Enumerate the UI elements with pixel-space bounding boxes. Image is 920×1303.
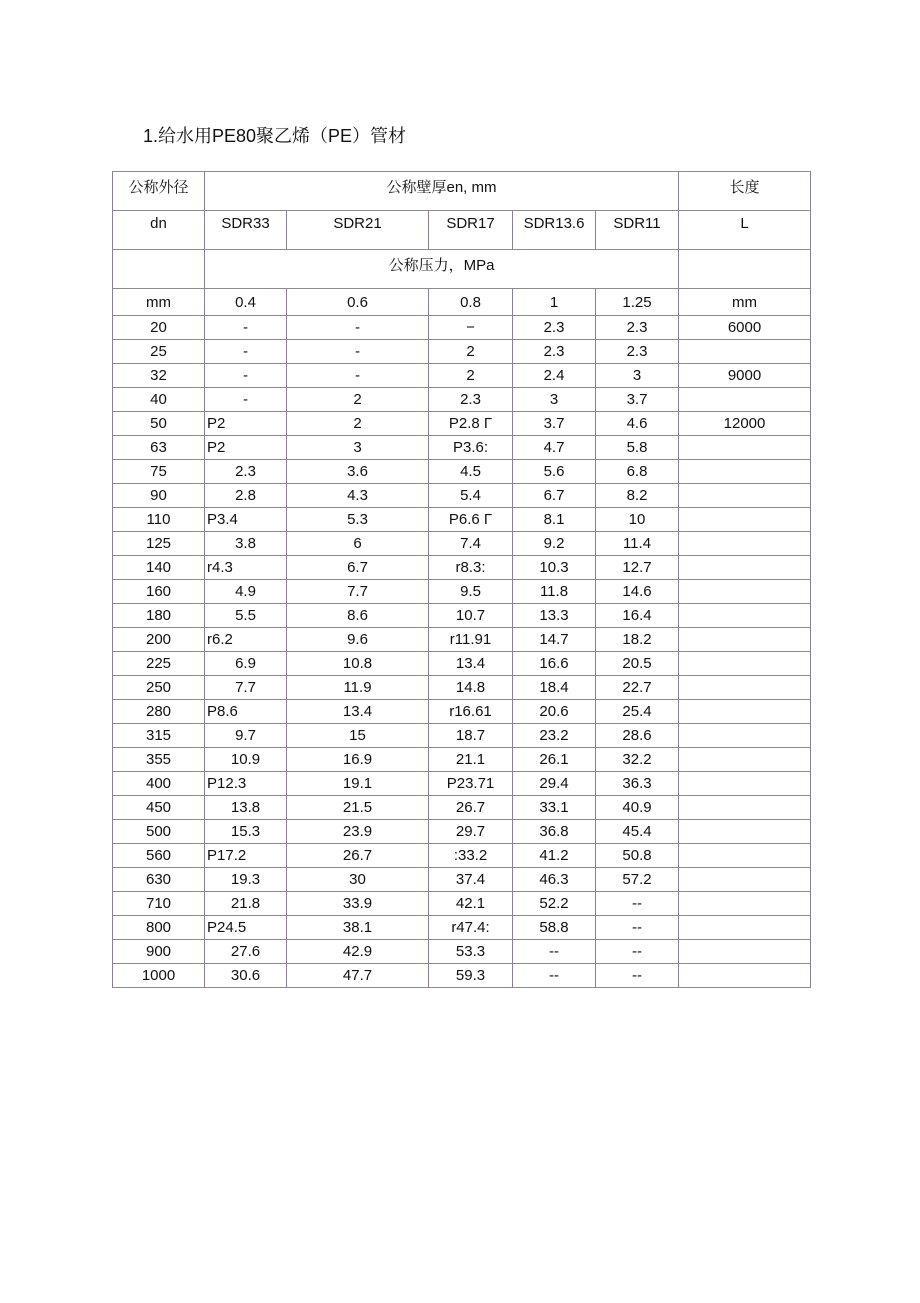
sdr-header: SDR33 — [205, 211, 287, 250]
length-cell — [679, 868, 811, 892]
sdr33-cell: P17.2 — [205, 844, 287, 868]
header-row-3 — [113, 250, 811, 289]
sdr21-cell: 2 — [287, 388, 429, 412]
sdr17-cell: 59.3 — [429, 964, 513, 988]
sdr11-cell: -- — [596, 940, 679, 964]
header-row-2 — [113, 211, 811, 250]
sdr13-6-cell: 18.4 — [513, 676, 596, 700]
dn-cell: 180 — [113, 604, 205, 628]
length-cell — [679, 676, 811, 700]
empty-cell — [113, 250, 205, 289]
sdr33-cell: 2.8 — [205, 484, 287, 508]
sdr21-cell: - — [287, 340, 429, 364]
sdr33-cell: 21.8 — [205, 892, 287, 916]
length-cell: 9000 — [679, 364, 811, 388]
header-row-1 — [113, 172, 811, 211]
table-row — [113, 964, 811, 988]
table-row — [113, 604, 811, 628]
sdr13-6-cell: 41.2 — [513, 844, 596, 868]
table-row — [113, 700, 811, 724]
sdr13-6-cell: 10.3 — [513, 556, 596, 580]
sdr11-cell: 22.7 — [596, 676, 679, 700]
sdr13-6-cell: 23.2 — [513, 724, 596, 748]
sdr21-cell: 10.8 — [287, 652, 429, 676]
sdr13-6-cell: 11.8 — [513, 580, 596, 604]
dn-cell: 225 — [113, 652, 205, 676]
sdr11-cell: 28.6 — [596, 724, 679, 748]
sdr17-cell: 4.5 — [429, 460, 513, 484]
table-row — [113, 676, 811, 700]
sdr21-cell: 6 — [287, 532, 429, 556]
sdr13-6-cell: 36.8 — [513, 820, 596, 844]
sdr17-cell: r47.4: — [429, 916, 513, 940]
unit-row — [113, 289, 811, 316]
sdr21-cell: 33.9 — [287, 892, 429, 916]
sdr33-cell: 4.9 — [205, 580, 287, 604]
pressure-value: 1.25 — [596, 289, 679, 316]
table-row — [113, 436, 811, 460]
sdr21-cell: - — [287, 364, 429, 388]
dn-cell: 110 — [113, 508, 205, 532]
sdr17-cell: P3.6: — [429, 436, 513, 460]
sdr17-cell: r8.3: — [429, 556, 513, 580]
pressure-value: 0.8 — [429, 289, 513, 316]
sdr17-cell: 53.3 — [429, 940, 513, 964]
sdr13-6-cell: -- — [513, 964, 596, 988]
length-unit: mm — [679, 289, 811, 316]
dn-cell: 90 — [113, 484, 205, 508]
sdr-header: SDR11 — [596, 211, 679, 250]
table-row — [113, 628, 811, 652]
table-row — [113, 484, 811, 508]
sdr17-cell: 5.4 — [429, 484, 513, 508]
length-cell — [679, 724, 811, 748]
sdr-header: SDR17 — [429, 211, 513, 250]
sdr13-6-cell: 13.3 — [513, 604, 596, 628]
table-row — [113, 652, 811, 676]
dn-cell: 560 — [113, 844, 205, 868]
sdr33-cell: - — [205, 316, 287, 340]
sdr21-cell: 7.7 — [287, 580, 429, 604]
sdr21-cell: 8.6 — [287, 604, 429, 628]
dn-cell: 125 — [113, 532, 205, 556]
table-row — [113, 340, 811, 364]
table-row — [113, 892, 811, 916]
sdr21-cell: 26.7 — [287, 844, 429, 868]
sdr33-cell: 13.8 — [205, 796, 287, 820]
sdr33-cell: 30.6 — [205, 964, 287, 988]
sdr17-cell: 26.7 — [429, 796, 513, 820]
sdr33-cell: - — [205, 364, 287, 388]
sdr11-cell: 25.4 — [596, 700, 679, 724]
sdr17-cell: r16.61 — [429, 700, 513, 724]
sdr33-cell: 3.8 — [205, 532, 287, 556]
sdr13-6-cell: 5.6 — [513, 460, 596, 484]
sdr17-cell: 13.4 — [429, 652, 513, 676]
sdr33-cell: 9.7 — [205, 724, 287, 748]
empty-cell — [679, 250, 811, 289]
length-cell — [679, 964, 811, 988]
dn-header: dn — [113, 211, 205, 250]
sdr33-cell: P2 — [205, 436, 287, 460]
length-cell: 12000 — [679, 412, 811, 436]
sdr33-cell: P12.3 — [205, 772, 287, 796]
length-cell — [679, 796, 811, 820]
sdr13-6-cell: 52.2 — [513, 892, 596, 916]
sdr21-cell: 3.6 — [287, 460, 429, 484]
table-row — [113, 364, 811, 388]
dn-cell: 800 — [113, 916, 205, 940]
dn-cell: 160 — [113, 580, 205, 604]
dn-cell: 1000 — [113, 964, 205, 988]
sdr13-6-cell: 2.3 — [513, 340, 596, 364]
length-cell — [679, 580, 811, 604]
dn-cell: 355 — [113, 748, 205, 772]
sdr13-6-cell: 20.6 — [513, 700, 596, 724]
sdr17-cell: 37.4 — [429, 868, 513, 892]
sdr33-cell: 19.3 — [205, 868, 287, 892]
table-row — [113, 748, 811, 772]
sdr33-cell: 5.5 — [205, 604, 287, 628]
sdr17-cell: 18.7 — [429, 724, 513, 748]
outer-diameter-header: 公称外径 — [113, 172, 205, 211]
length-cell — [679, 628, 811, 652]
sdr17-cell: 14.8 — [429, 676, 513, 700]
sdr17-cell: 9.5 — [429, 580, 513, 604]
dn-cell: 200 — [113, 628, 205, 652]
dn-cell: 32 — [113, 364, 205, 388]
sdr11-cell: 6.8 — [596, 460, 679, 484]
sdr21-cell: 5.3 — [287, 508, 429, 532]
wall-thickness-header: 公称壁厚en, mm — [205, 172, 679, 211]
sdr11-cell: 4.6 — [596, 412, 679, 436]
sdr11-cell: 16.4 — [596, 604, 679, 628]
sdr13-6-cell: 14.7 — [513, 628, 596, 652]
length-cell — [679, 508, 811, 532]
dn-cell: 900 — [113, 940, 205, 964]
table-row — [113, 940, 811, 964]
length-cell — [679, 460, 811, 484]
sdr-header: SDR13.6 — [513, 211, 596, 250]
length-cell — [679, 892, 811, 916]
length-cell — [679, 532, 811, 556]
sdr21-cell: 19.1 — [287, 772, 429, 796]
sdr13-6-cell: 16.6 — [513, 652, 596, 676]
sdr21-cell: 42.9 — [287, 940, 429, 964]
length-header: 长度 — [679, 172, 811, 211]
sdr33-cell: 7.7 — [205, 676, 287, 700]
sdr11-cell: 36.3 — [596, 772, 679, 796]
dn-cell: 710 — [113, 892, 205, 916]
sdr33-cell: r4.3 — [205, 556, 287, 580]
sdr33-cell: 2.3 — [205, 460, 287, 484]
sdr11-cell: 14.6 — [596, 580, 679, 604]
length-cell — [679, 772, 811, 796]
sdr11-cell: 45.4 — [596, 820, 679, 844]
sdr33-cell: 6.9 — [205, 652, 287, 676]
sdr21-cell: - — [287, 316, 429, 340]
sdr17-cell: 2 — [429, 364, 513, 388]
sdr11-cell: 2.3 — [596, 316, 679, 340]
sdr-header: SDR21 — [287, 211, 429, 250]
sdr13-6-cell: 4.7 — [513, 436, 596, 460]
table-row — [113, 580, 811, 604]
sdr13-6-cell: -- — [513, 940, 596, 964]
unit-mm: mm — [113, 289, 205, 316]
sdr21-cell: 2 — [287, 412, 429, 436]
sdr13-6-cell: 3 — [513, 388, 596, 412]
pressure-header: 公称压力，MPa — [205, 250, 679, 289]
sdr21-cell: 30 — [287, 868, 429, 892]
length-cell — [679, 604, 811, 628]
sdr13-6-cell: 8.1 — [513, 508, 596, 532]
sdr11-cell: 3.7 — [596, 388, 679, 412]
sdr17-cell: 21.1 — [429, 748, 513, 772]
length-symbol-header: L — [679, 211, 811, 250]
sdr33-cell: r6.2 — [205, 628, 287, 652]
table-row — [113, 844, 811, 868]
dn-cell: 40 — [113, 388, 205, 412]
sdr11-cell: 10 — [596, 508, 679, 532]
table-row — [113, 868, 811, 892]
length-cell — [679, 844, 811, 868]
sdr11-cell: 32.2 — [596, 748, 679, 772]
sdr21-cell: 15 — [287, 724, 429, 748]
sdr21-cell: 21.5 — [287, 796, 429, 820]
table-row — [113, 508, 811, 532]
sdr13-6-cell: 2.4 — [513, 364, 596, 388]
sdr21-cell: 13.4 — [287, 700, 429, 724]
sdr21-cell: 6.7 — [287, 556, 429, 580]
sdr11-cell: 12.7 — [596, 556, 679, 580]
sdr13-6-cell: 46.3 — [513, 868, 596, 892]
sdr13-6-cell: 33.1 — [513, 796, 596, 820]
length-cell — [679, 436, 811, 460]
sdr21-cell: 16.9 — [287, 748, 429, 772]
sdr33-cell: P2 — [205, 412, 287, 436]
sdr17-cell: 29.7 — [429, 820, 513, 844]
sdr11-cell: 11.4 — [596, 532, 679, 556]
sdr21-cell: 9.6 — [287, 628, 429, 652]
length-cell — [679, 916, 811, 940]
sdr21-cell: 47.7 — [287, 964, 429, 988]
sdr21-cell: 3 — [287, 436, 429, 460]
sdr17-cell: 2.3 — [429, 388, 513, 412]
pe80-pipe-table — [112, 171, 811, 988]
sdr13-6-cell: 2.3 — [513, 316, 596, 340]
dn-cell: 25 — [113, 340, 205, 364]
sdr13-6-cell: 29.4 — [513, 772, 596, 796]
sdr11-cell: 57.2 — [596, 868, 679, 892]
dn-cell: 250 — [113, 676, 205, 700]
sdr33-cell: P3.4 — [205, 508, 287, 532]
sdr33-cell: 10.9 — [205, 748, 287, 772]
table-row — [113, 460, 811, 484]
sdr13-6-cell: 3.7 — [513, 412, 596, 436]
table-row — [113, 796, 811, 820]
pressure-value: 0.4 — [205, 289, 287, 316]
sdr17-cell: 10.7 — [429, 604, 513, 628]
length-cell — [679, 484, 811, 508]
dn-cell: 630 — [113, 868, 205, 892]
dn-cell: 315 — [113, 724, 205, 748]
sdr11-cell: 3 — [596, 364, 679, 388]
sdr33-cell: P24.5 — [205, 916, 287, 940]
sdr17-cell: P2.8 Γ — [429, 412, 513, 436]
dn-cell: 450 — [113, 796, 205, 820]
sdr33-cell: P8.6 — [205, 700, 287, 724]
table-row — [113, 316, 811, 340]
dn-cell: 75 — [113, 460, 205, 484]
dn-cell: 400 — [113, 772, 205, 796]
table-row — [113, 412, 811, 436]
sdr11-cell: -- — [596, 892, 679, 916]
table-row — [113, 556, 811, 580]
dn-cell: 140 — [113, 556, 205, 580]
sdr11-cell: 8.2 — [596, 484, 679, 508]
dn-cell: 20 — [113, 316, 205, 340]
dn-cell: 500 — [113, 820, 205, 844]
sdr11-cell: 2.3 — [596, 340, 679, 364]
sdr17-cell: P6.6 Γ — [429, 508, 513, 532]
sdr13-6-cell: 9.2 — [513, 532, 596, 556]
table-row — [113, 916, 811, 940]
sdr17-cell: :33.2 — [429, 844, 513, 868]
sdr11-cell: 20.5 — [596, 652, 679, 676]
sdr13-6-cell: 58.8 — [513, 916, 596, 940]
length-cell — [679, 748, 811, 772]
sdr17-cell: P23.71 — [429, 772, 513, 796]
sdr11-cell: -- — [596, 964, 679, 988]
sdr33-cell: 27.6 — [205, 940, 287, 964]
length-cell — [679, 340, 811, 364]
length-cell — [679, 940, 811, 964]
sdr21-cell: 4.3 — [287, 484, 429, 508]
length-cell — [679, 700, 811, 724]
length-cell — [679, 556, 811, 580]
dn-cell: 50 — [113, 412, 205, 436]
sdr11-cell: 5.8 — [596, 436, 679, 460]
dn-cell: 280 — [113, 700, 205, 724]
table-row — [113, 532, 811, 556]
document-title: 1.给水用PE80聚乙烯（PE）管材 — [143, 126, 407, 146]
sdr11-cell: 40.9 — [596, 796, 679, 820]
sdr21-cell: 11.9 — [287, 676, 429, 700]
sdr13-6-cell: 26.1 — [513, 748, 596, 772]
table-row — [113, 772, 811, 796]
dn-cell: 63 — [113, 436, 205, 460]
pressure-value: 0.6 — [287, 289, 429, 316]
pressure-value: 1 — [513, 289, 596, 316]
length-cell: 6000 — [679, 316, 811, 340]
sdr21-cell: 38.1 — [287, 916, 429, 940]
table-row — [113, 820, 811, 844]
sdr33-cell: 15.3 — [205, 820, 287, 844]
table-row — [113, 388, 811, 412]
sdr13-6-cell: 6.7 — [513, 484, 596, 508]
sdr11-cell: -- — [596, 916, 679, 940]
length-cell — [679, 820, 811, 844]
sdr33-cell: - — [205, 340, 287, 364]
sdr17-cell: 2 — [429, 340, 513, 364]
table-row — [113, 724, 811, 748]
sdr17-cell: 42.1 — [429, 892, 513, 916]
sdr11-cell: 50.8 — [596, 844, 679, 868]
sdr33-cell: - — [205, 388, 287, 412]
sdr17-cell: − — [429, 316, 513, 340]
sdr17-cell: r11.91 — [429, 628, 513, 652]
sdr21-cell: 23.9 — [287, 820, 429, 844]
length-cell — [679, 652, 811, 676]
sdr17-cell: 7.4 — [429, 532, 513, 556]
sdr11-cell: 18.2 — [596, 628, 679, 652]
length-cell — [679, 388, 811, 412]
